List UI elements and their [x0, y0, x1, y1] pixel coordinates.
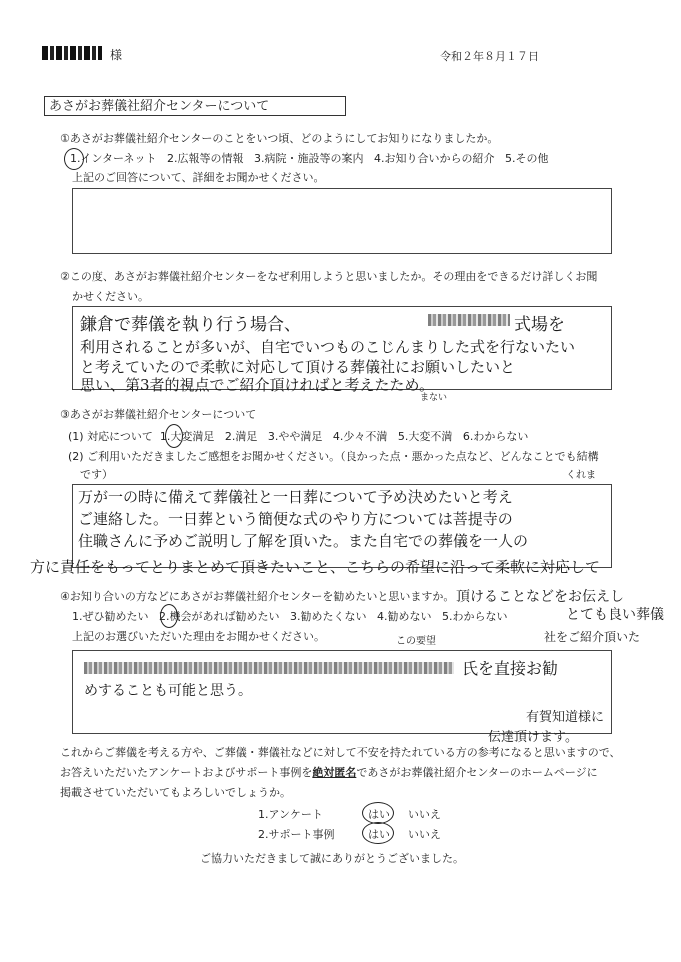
- q1-option-3[interactable]: 3.病院・施設等の案内: [254, 152, 364, 165]
- q3-sub1-option-4[interactable]: 4.少々不満: [332, 430, 388, 443]
- q2-answer-line4: と考えていたので柔軟に対応して頂ける葬儀社にお願いしたいと: [80, 358, 516, 376]
- redacted-company-name: [84, 662, 454, 674]
- closing-line2-emphasis: 絶対匿名: [312, 766, 357, 779]
- closing-survey-yes-circle: [362, 802, 394, 824]
- q4-margin-note-3: 社をご紹介頂いた: [544, 630, 641, 644]
- q2-question-line1: ②この度、あさがお葬儀社紹介センターをなぜ利用しようと思いましたか。その理由をできるだけ詳しくお聞: [60, 270, 598, 283]
- q4-option-1[interactable]: 1.ぜひ勧めたい: [72, 610, 149, 623]
- q2-answer-note: まない: [420, 393, 448, 403]
- q3-sub2-line2: です）: [80, 468, 113, 481]
- redacted-name: [428, 314, 510, 326]
- closing-line2: [60, 766, 598, 780]
- q1-options: [70, 152, 549, 166]
- q4-answer-line2: めすることも可能と思う。: [84, 683, 252, 699]
- closing-thanks: ご協力いただきまして誠にありがとうございました。: [200, 852, 464, 865]
- q4-margin-note-1: 頂けることなどをお伝えし: [456, 589, 624, 605]
- q1-option-5[interactable]: 5.その他: [505, 152, 549, 165]
- q3-sub1-label: (1) 対応について: [68, 430, 153, 443]
- q4-option-4[interactable]: 4.勧めない: [377, 610, 432, 623]
- q3-answer-line4: 方に責任をもってとりまとめて頂きたいこと、こちらの希望に沿って柔軟に対応して: [30, 558, 601, 576]
- q2-answer-line3: 利用されることが多いが、自宅でいつものこじんまりした式を行ないたい: [80, 338, 576, 356]
- q3-sub1-option-5[interactable]: 5.大変不満: [397, 430, 453, 443]
- closing-line2-after: であさがお葬儀社紹介センターのホームページに: [356, 766, 598, 779]
- q1-detail-box[interactable]: [72, 188, 612, 254]
- q1-option-4[interactable]: 4.お知り合いからの紹介: [374, 152, 495, 165]
- q3-answer-line2: ご連絡した。一日葬という簡便な式のやり方については菩提寺の: [78, 510, 513, 528]
- q1-selection-circle: [64, 148, 84, 170]
- q4-selection-circle: [160, 604, 178, 628]
- closing-row-survey-no[interactable]: いいえ: [408, 808, 441, 821]
- q2-answer-line1: 鎌倉で葬儀を執り行う場合、: [80, 315, 301, 335]
- section-title: あさがお葬儀社紹介センターについて: [44, 96, 346, 116]
- q1-option-2[interactable]: 2.広報等の情報: [167, 152, 244, 165]
- q3-question: ③あさがお葬儀社紹介センターについて: [60, 408, 257, 421]
- q4-reason-prompt: 上記のお選びいただいた理由をお聞かせください。: [72, 630, 325, 643]
- q2-question-line2: かせください。: [72, 290, 149, 303]
- closing-line3: 掲載させていただいてもよろしいでしょうか。: [60, 786, 291, 799]
- q4-side-note-2: 伝達頂けます。: [488, 730, 578, 745]
- q4-margin-note-4: この要望: [396, 636, 436, 647]
- q3-answer-line3: 住職さんに予めご説明し了解を頂いた。また自宅での葬儀を一人の: [78, 532, 529, 550]
- q3-answer-line1: 万が一の時に備えて葬儀社と一日葬について予め決めたいと考え: [78, 488, 513, 506]
- q4-option-2[interactable]: 2.機会があれば勧めたい: [159, 610, 280, 623]
- q3-sub1: [68, 430, 528, 444]
- closing-line2-before: お答えいただいたアンケートおよびサポート事例を: [60, 766, 313, 779]
- closing-line1: これからご葬儀を考える方や、ご葬儀・葬儀社などに対して不安を持たれている方の参考になると思いますので、: [60, 746, 621, 759]
- q4-question: ④お知り合いの方などにあさがお葬儀社紹介センターを勧めたいと思いますか。: [60, 590, 455, 603]
- q4-options: [72, 610, 508, 624]
- closing-row-support-yes[interactable]: はい: [368, 828, 390, 841]
- q1-option-1[interactable]: 1.インターネット: [70, 152, 157, 165]
- closing-support-yes-circle: [362, 822, 394, 844]
- q2-answer-line5: 思い、第3者的視点でご紹介頂ければと考えたため。: [80, 376, 434, 394]
- q4-margin-note-2: とても良い葬儀: [566, 607, 664, 623]
- closing-row-support-label: 2.サポート事例: [258, 828, 335, 841]
- q2-answer-line2: 式場を: [514, 315, 565, 335]
- q3-sub1-option-2[interactable]: 2.満足: [224, 430, 258, 443]
- q1-question: ①あさがお葬儀社紹介センターのことをいつ頃、どのようにしてお知りになりましたか。: [60, 132, 499, 145]
- q4-option-5[interactable]: 5.わからない: [442, 610, 508, 623]
- q1-detail-prompt: 上記のご回答について、詳細をお聞かせください。: [72, 171, 325, 184]
- q3-selection-circle: [165, 424, 183, 448]
- q3-sub1-option-6[interactable]: 6.わからない: [462, 430, 529, 443]
- q3-sub1-option-1[interactable]: 1.大変満足: [159, 430, 215, 443]
- q3-sub2-line1: (2) ご利用いただきましたご感想をお聞かせください。（良かった点・悪かった点など、どんなことでも結構: [68, 450, 599, 463]
- q3-answer-note: くれま: [566, 470, 596, 481]
- q4-answer-line1: 氏を直接お勧: [462, 659, 559, 678]
- q3-sub1-option-3[interactable]: 3.やや満足: [267, 430, 323, 443]
- closing-row-support-no[interactable]: いいえ: [408, 828, 441, 841]
- survey-date: 令和２年８月１７日: [440, 50, 539, 63]
- q4-option-3[interactable]: 3.勧めたくない: [290, 610, 367, 623]
- honorific: 様: [110, 48, 123, 62]
- customer-name-redacted: [42, 46, 102, 60]
- closing-row-survey-yes[interactable]: はい: [368, 808, 390, 821]
- q4-side-note-1: 有賀知道様に: [526, 710, 605, 725]
- closing-row-survey-label: 1.アンケート: [258, 808, 323, 821]
